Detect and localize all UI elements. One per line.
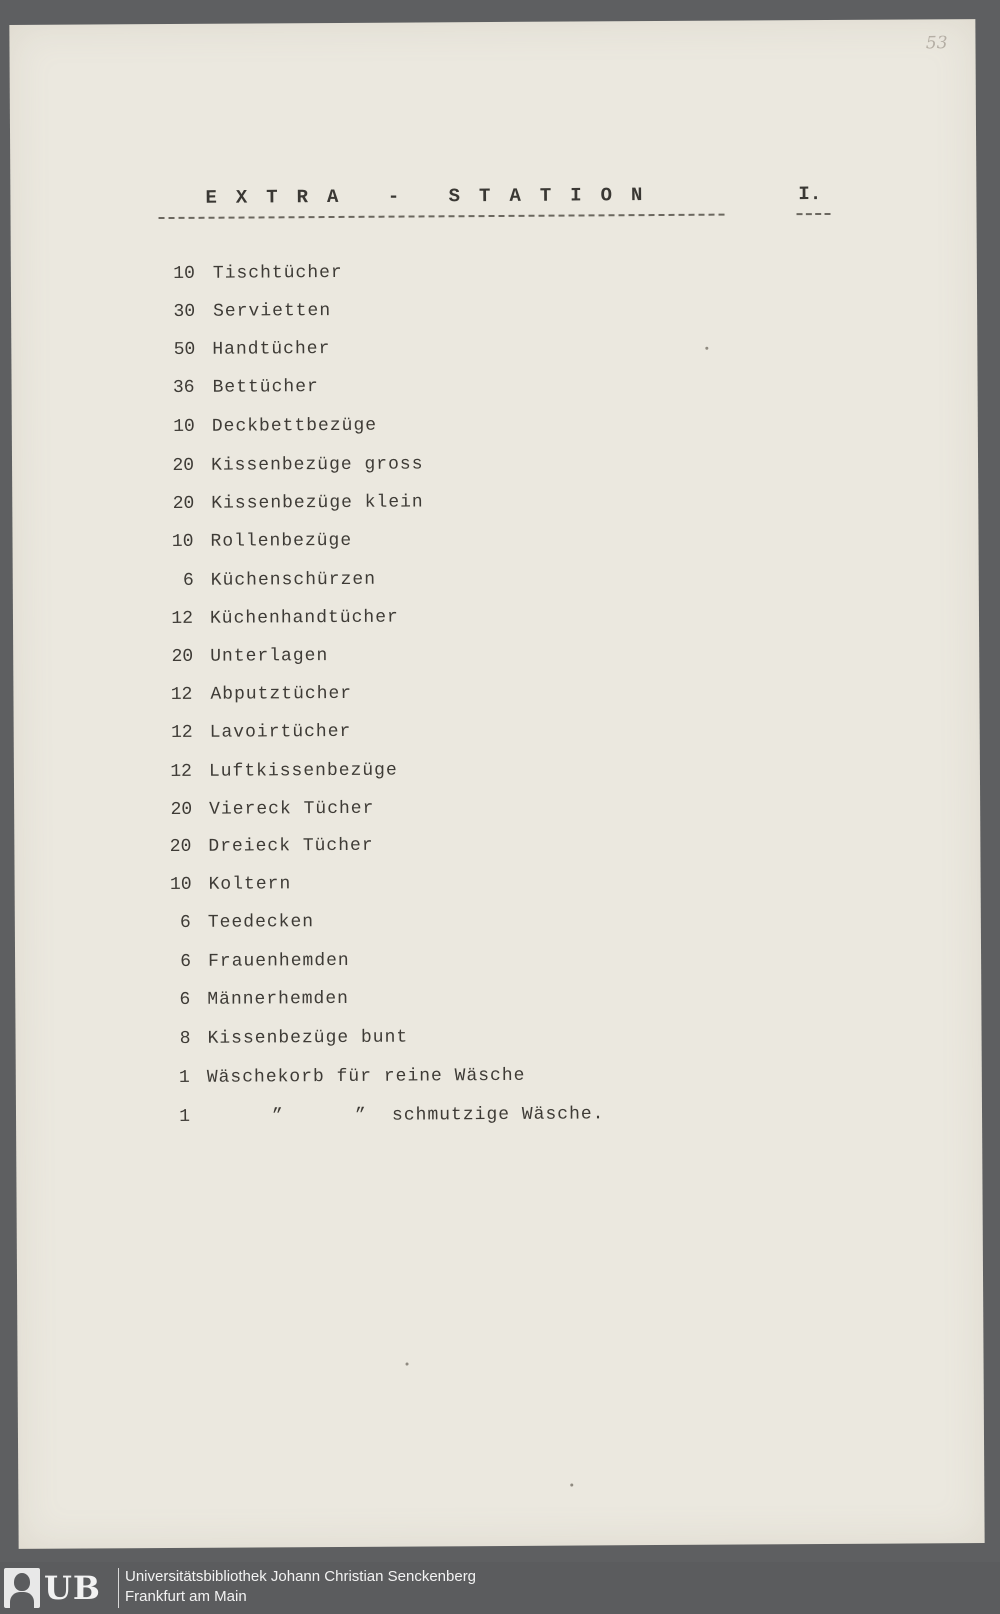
item-name: Dreieck Tücher [208, 835, 374, 857]
document-title: EXTRA - STATION [205, 183, 662, 209]
item-quantity: 10 [173, 263, 195, 284]
numeral-underline [797, 213, 831, 215]
item-name: Tischtücher [212, 262, 343, 284]
item-name: Frauenhemden [208, 950, 350, 972]
item-quantity: 12 [170, 761, 192, 782]
item-name: Teedecken [207, 912, 315, 933]
library-city: Frankfurt am Main [125, 1588, 247, 1605]
item-name: Wäschekorb für reine Wäsche [206, 1065, 526, 1088]
item-name: Deckbettbezüge [211, 415, 378, 437]
item-quantity: 12 [171, 722, 193, 743]
logo-text: UB [44, 1569, 101, 1607]
item-name: Koltern [208, 874, 292, 895]
item-quantity: 6 [180, 951, 192, 972]
item-quantity: 36 [172, 377, 195, 398]
item-name: Unterlagen [210, 646, 329, 667]
item-quantity: 8 [179, 1028, 191, 1049]
paper-speck [570, 1484, 573, 1487]
item-quantity: 20 [172, 493, 195, 514]
item-name: Servietten [213, 301, 332, 322]
library-logo [4, 1568, 116, 1608]
item-quantity: 20 [170, 799, 193, 820]
document-header [10, 182, 976, 248]
station-numeral: I. [798, 183, 822, 206]
item-name: Bettücher [212, 377, 319, 398]
item-quantity: 1 [179, 1106, 191, 1127]
item-quantity: 1 [178, 1067, 190, 1088]
paper-speck [705, 347, 708, 350]
item-quantity: 50 [173, 339, 196, 360]
item-name: Abputztücher [210, 683, 353, 705]
item-name: Männerhemden [207, 988, 349, 1010]
item-name: Kissenbezüge gross [210, 454, 424, 476]
item-quantity: 20 [169, 836, 192, 857]
item-quantity: 10 [171, 531, 194, 552]
item-name: schmutzige Wäsche. [391, 1104, 605, 1126]
item-quantity: 10 [169, 874, 192, 895]
item-quantity: 6 [179, 912, 191, 933]
portrait-icon [4, 1568, 40, 1608]
library-name: Universitätsbibliothek Johann Christian Senckenberg [125, 1568, 477, 1585]
item-quantity: 10 [173, 416, 195, 437]
item-name: Kissenbezüge klein [211, 492, 424, 514]
item-name: Kissenbezüge bunt [207, 1027, 409, 1049]
inventory-list [11, 259, 977, 1127]
item-name: Luftkissenbezüge [208, 760, 398, 782]
item-name: Handtücher [212, 339, 331, 360]
item-quantity: 12 [171, 608, 194, 629]
item-quantity: 6 [179, 989, 191, 1010]
item-name: Küchenhandtücher [209, 607, 399, 629]
item-quantity: 12 [170, 684, 193, 705]
item-name: Lavoirtücher [209, 721, 352, 743]
title-underline [159, 214, 725, 219]
paper-speck [406, 1363, 409, 1366]
library-footer [0, 1562, 1000, 1614]
item-quantity: 6 [182, 570, 194, 591]
item-quantity: 30 [173, 301, 196, 322]
item-quantity: 20 [172, 455, 195, 476]
document-page [9, 19, 984, 1549]
item-quantity: 20 [171, 646, 194, 667]
ditto-mark: ” [354, 1105, 366, 1126]
item-name: Viereck Tücher [209, 798, 375, 820]
ditto-mark: ” [271, 1106, 283, 1127]
logo-divider [118, 1568, 119, 1608]
page-number: 53 [925, 33, 948, 54]
item-name: Küchenschürzen [210, 569, 377, 591]
item-name: Rollenbezüge [210, 530, 353, 552]
